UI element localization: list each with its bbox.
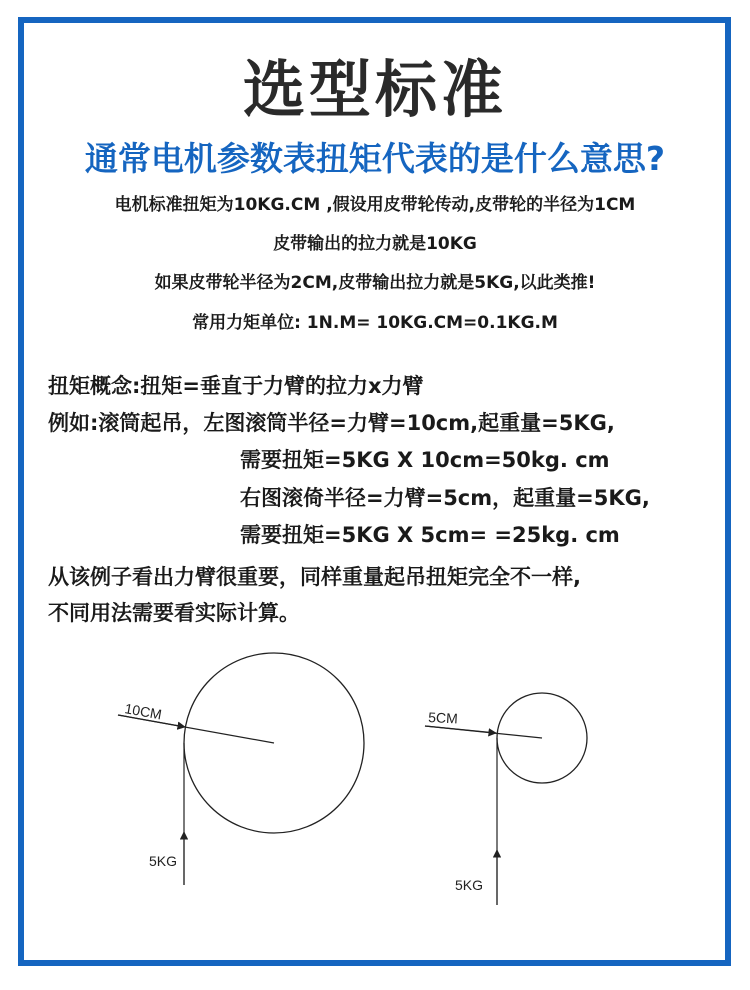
example-right: 右图滚倚半径=力臂=5cm，起重量=5KG, — [240, 486, 650, 510]
example-left: 例如:滚筒起吊，左图滚筒半径=力臂=10cm,起重量=5KG, — [48, 411, 615, 435]
page-title: 选型标准 — [242, 53, 507, 126]
intro-line-2: 皮带输出的拉力就是10KG — [273, 234, 477, 254]
left-load-label: 5KG — [149, 853, 178, 869]
intro-line-4: 常用力矩单位: 1N.M= 10KG.CM=0.1KG.M — [192, 313, 558, 333]
intro-line-1: 电机标准扭矩为10KG.CM ,假设用皮带轮传动,皮带轮的半径为1CM — [114, 195, 636, 215]
page-subtitle: 通常电机参数表扭矩代表的是什么意思? — [84, 139, 666, 178]
left-radius-label: 10CM — [123, 700, 164, 723]
torque-concept: 扭矩概念:扭矩=垂直于力臂的拉力x力臂 — [48, 374, 424, 398]
example-left-torque: 需要扭矩=5KG X 10cm=50kg. cm — [240, 448, 610, 472]
example-right-torque: 需要扭矩=5KG X 5cm= =25kg. cm — [240, 523, 620, 547]
right-radius-label: 5CM — [427, 709, 459, 727]
right-pulley-diagram — [425, 693, 587, 905]
right-load-label: 5KG — [455, 877, 484, 893]
conclusion-line-1: 从该例子看出力臂很重要，同样重量起吊扭矩完全不一样, — [48, 565, 581, 589]
conclusion-line-2: 不同用法需要看实际计算。 — [48, 601, 300, 625]
left-pulley-diagram — [118, 653, 364, 885]
intro-line-3: 如果皮带轮半径为2CM,皮带输出拉力就是5KG,以此类推! — [154, 273, 596, 293]
right-leader-line — [425, 726, 496, 733]
